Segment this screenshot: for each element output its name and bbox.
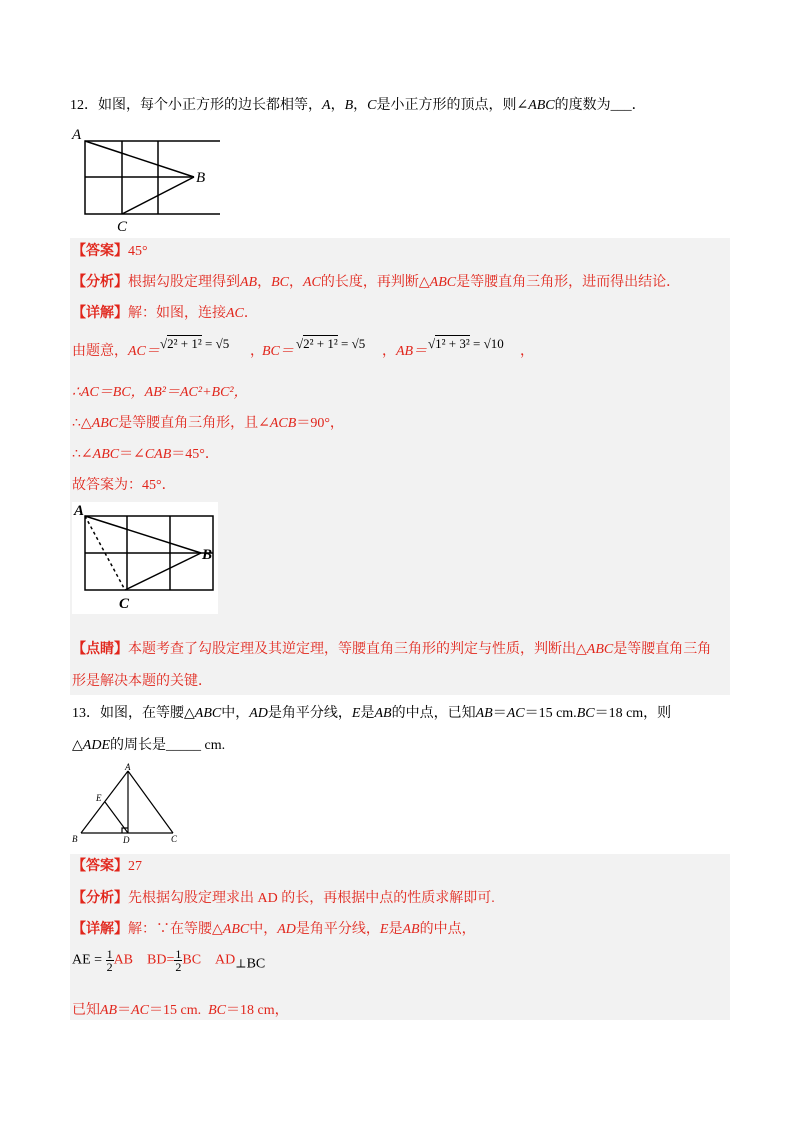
q12-comment-cont: 形是解决本题的关键． [72, 674, 212, 689]
q13-equations: AE = $\frac{1}{2}$ AB BD= $\frac{1}{2}$ BC AD⊥BC [72, 947, 266, 974]
q12-ab-sqrt: √1² + 3² = √10 [428, 336, 504, 351]
q13-triangle-figure [72, 762, 184, 846]
q12-sep-ab: ， [382, 344, 396, 359]
t-label-A: A [125, 762, 131, 772]
t-label-D: D [123, 835, 130, 845]
q12-grid-figure [70, 122, 220, 237]
sol-label-C: C [119, 596, 130, 612]
q12-ab-tail: ， [520, 344, 534, 359]
q12-comment: 【点睛】本题考查了勾股定理及其逆定理，等腰直角三角形的判定与性质，判断出△ABC是等腰直角三角 [72, 642, 712, 657]
q12-bc-sqrt: √2² + 1² = √5 [296, 336, 366, 351]
q12-ab-eq: AB＝ [396, 344, 428, 359]
t-label-C: C [171, 834, 178, 844]
q13-detail-intro: 【详解】解：∵在等腰△ABC中，AD是角平分线，E是AB的中点， [72, 922, 476, 937]
q12-by-title: 由题意， [72, 344, 128, 359]
q12-line3: ∴∠ABC＝∠CAB＝45°． [72, 447, 219, 462]
t-label-B: B [72, 834, 78, 844]
q12-detail-intro: 【详解】解：如图，连接AC． [72, 306, 258, 321]
label-B: B [196, 170, 206, 186]
q12-bc-eq: BC＝ [262, 344, 294, 359]
q13-analysis: 【分析】先根据勾股定理求出 AD 的长，再根据中点的性质求解即可. [72, 891, 495, 906]
q12-ac-eq: AC＝ [128, 344, 160, 359]
q12-stem: 12．如图，每个小正方形的边长都相等，A，B，C是小正方形的顶点，则∠ABC的度数为___． [70, 98, 646, 113]
q12-solution-figure [72, 502, 218, 614]
label-C: C [117, 219, 128, 235]
q13-stem-line2: △ADE的周长是_____ cm. [72, 738, 226, 753]
label-A: A [72, 127, 82, 143]
sol-label-A: A [74, 503, 85, 519]
q13-stem: 13．如图，在等腰△ABC中，AD是角平分线，E是AB的中点，已知AB＝AC＝15 cm.BC＝18 cm，则 [72, 706, 672, 721]
q13-answer: 【答案】27 [72, 859, 142, 874]
q12-answer: 【答案】45° [72, 244, 148, 259]
q12-line2: ∴△ABC是等腰直角三角形，且∠ACB＝90°， [72, 416, 344, 431]
t-label-E: E [96, 793, 102, 803]
q12-final: 故答案为：45°． [72, 478, 176, 493]
q12-sep-bc: ， [250, 344, 264, 359]
q12-analysis: 【分析】根据勾股定理得到AB，BC，AC的长度，再判断△ABC是等腰直角三角形，进而得出结论． [72, 275, 681, 290]
q13-known: 已知AB＝AC＝15 cm. BC＝18 cm， [72, 1003, 289, 1018]
sol-label-B: B [202, 547, 213, 563]
q12-ac-sqrt: √2² + 1² = √5 [160, 336, 230, 351]
q12-line1: ∴AC＝BC，AB²＝AC²+BC²， [72, 385, 248, 400]
